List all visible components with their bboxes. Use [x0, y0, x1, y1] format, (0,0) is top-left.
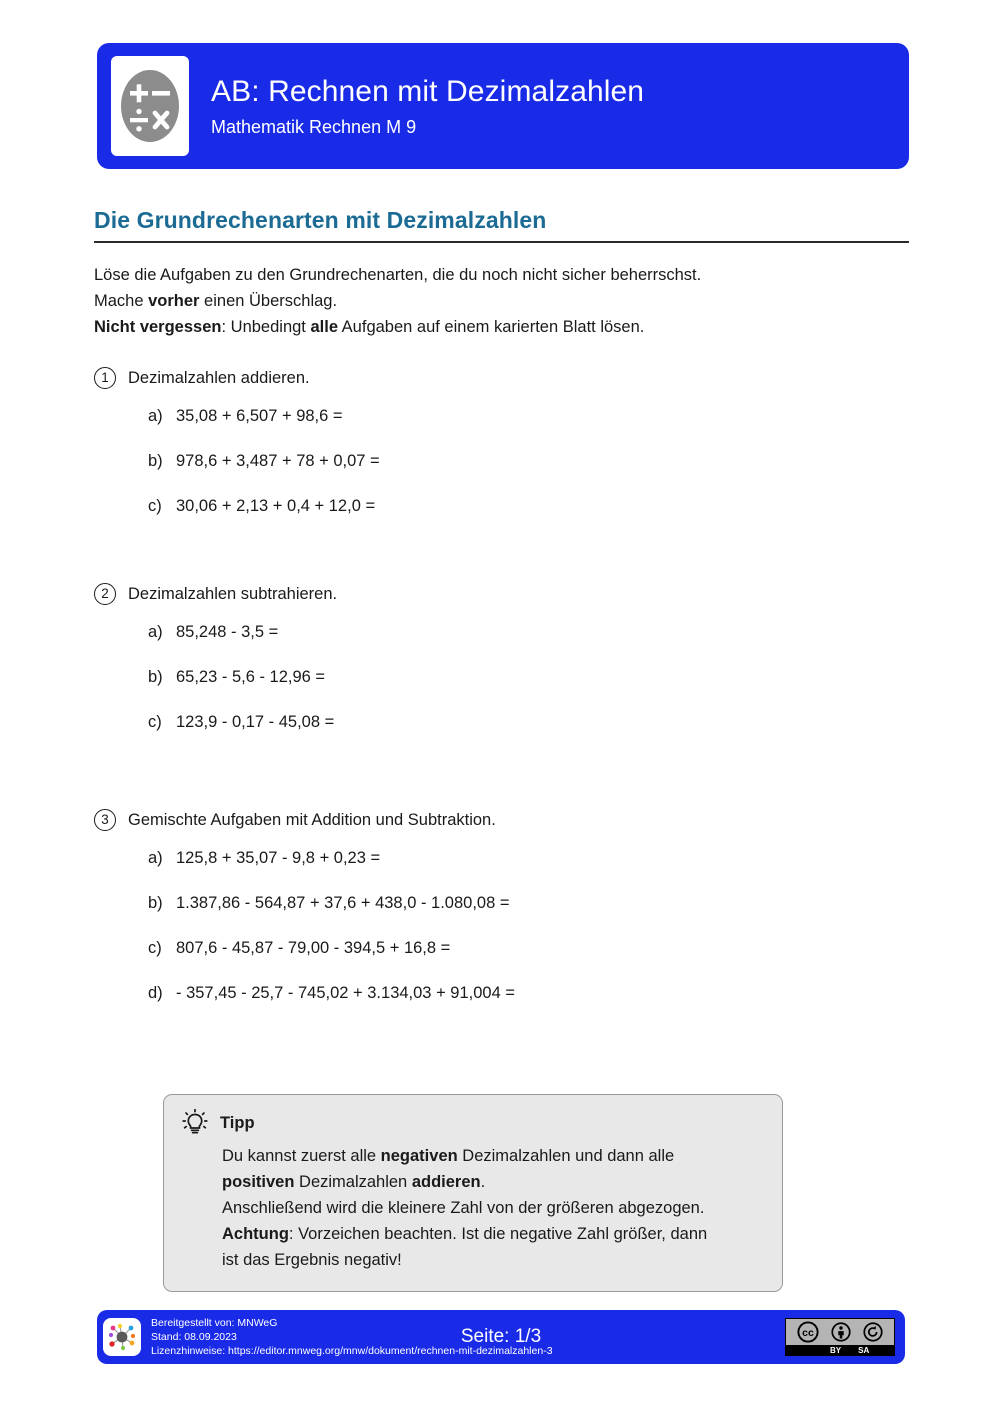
tip-header — [182, 1109, 764, 1137]
mnweg-network-logo-icon — [106, 1321, 138, 1353]
tip-line-1 — [222, 1143, 764, 1169]
exercise-2-header — [94, 582, 914, 606]
item-expression: 35,08 + 6,507 + 98,6 = — [176, 407, 343, 425]
section-divider — [94, 241, 909, 243]
exercise-number-badge: 3 — [94, 809, 116, 831]
item-label: b) — [148, 894, 163, 912]
tip-line-2 — [222, 1169, 764, 1195]
lightbulb-icon — [182, 1109, 208, 1137]
exercise-item — [148, 981, 914, 1005]
tip-line-1-bold: negativen — [380, 1147, 458, 1165]
tip-line-3: Anschließend wird die kleinere Zahl von der größeren abgezogen. — [222, 1199, 705, 1217]
item-expression: 1.387,86 - 564,87 + 37,6 + 438,0 - 1.080,08 = — [176, 894, 510, 912]
tip-line-4 — [222, 1221, 764, 1247]
document-footer — [97, 1310, 905, 1364]
item-label: a) — [148, 623, 163, 641]
exercise-1 — [94, 366, 914, 518]
svg-text:cc: cc — [802, 1327, 814, 1340]
tip-line-4-bold: Achtung — [222, 1225, 289, 1243]
item-expression: - 357,45 - 25,7 - 745,02 + 3.134,03 + 91,004 = — [176, 984, 515, 1002]
exercise-list — [94, 366, 914, 1033]
exercise-item — [148, 710, 914, 734]
document-title: AB: Rechnen mit Dezimalzahlen — [211, 74, 645, 108]
item-label: b) — [148, 452, 163, 470]
item-label: c) — [148, 497, 162, 515]
cc-sa-label: SA — [858, 1345, 870, 1355]
cc-badge-labels — [786, 1345, 894, 1355]
intro-instructions — [94, 262, 909, 340]
exercise-2 — [94, 582, 914, 734]
intro-line-3 — [94, 314, 909, 340]
exercise-3-items — [94, 846, 914, 1005]
tip-body — [222, 1143, 764, 1273]
tip-line-2-d: . — [480, 1173, 486, 1191]
item-label: c) — [148, 939, 162, 957]
intro-line-3-part-d: Aufgaben auf einem karierten Blatt lösen. — [338, 318, 645, 336]
math-operations-icon — [119, 67, 181, 145]
intro-line-3-bold-lead: Nicht vergessen — [94, 318, 222, 336]
header-logo-container — [111, 56, 189, 156]
exercise-3-title: Gemischte Aufgaben mit Addition und Subtraktion. — [128, 811, 496, 829]
exercise-2-title: Dezimalzahlen subtrahieren. — [128, 585, 338, 603]
item-label: b) — [148, 668, 163, 686]
intro-line-3-part-b: : Unbedingt — [221, 318, 311, 336]
cc-badge-icons — [786, 1319, 894, 1345]
item-expression: 85,248 - 3,5 = — [176, 623, 279, 641]
tip-line-1-a: Du kannst zuerst alle — [222, 1147, 381, 1165]
footer-metadata — [151, 1316, 553, 1358]
cc-sa-share-alike-icon — [863, 1322, 883, 1342]
exercise-number-badge: 1 — [94, 367, 116, 389]
tip-title: Tipp — [220, 1113, 255, 1132]
document-header — [97, 43, 909, 169]
tip-callout-box — [163, 1094, 783, 1292]
document-subtitle: Mathematik Rechnen M 9 — [211, 116, 417, 137]
intro-line-2 — [94, 288, 909, 314]
item-label: a) — [148, 407, 163, 425]
exercise-item — [148, 846, 914, 870]
intro-line-3-bold-alle: alle — [310, 318, 338, 336]
exercise-item — [148, 891, 914, 915]
cc-by-person-icon — [831, 1322, 851, 1342]
exercise-item — [148, 494, 914, 518]
footer-date: Stand: 08.09.2023 — [151, 1331, 237, 1343]
section-heading-block — [94, 205, 909, 243]
intro-line-2-part-a: Mache — [94, 292, 149, 310]
exercise-item — [148, 620, 914, 644]
page-number: Seite: 1/3 — [460, 1326, 542, 1347]
footer-license-note[interactable]: Lizenzhinweise: https://editor.mnweg.org/mnw/dokument/rechnen-mit-dezimalzahlen-3 — [151, 1345, 553, 1357]
exercise-item — [148, 665, 914, 689]
intro-line-2-bold: vorher — [148, 292, 200, 310]
exercise-2-items — [94, 620, 914, 734]
exercise-spacer — [94, 762, 914, 808]
exercise-item — [148, 449, 914, 473]
item-label: c) — [148, 713, 162, 731]
tip-line-1-c: Dezimalzahlen und dann alle — [457, 1147, 675, 1165]
tip-line-2-bold-a: positiven — [222, 1173, 295, 1191]
cc-license-badge[interactable] — [785, 1318, 895, 1356]
exercise-spacer — [94, 546, 914, 582]
tip-line-4-b: : Vorzeichen beachten. Ist die negative Zahl größer, dann — [288, 1225, 708, 1243]
item-label: d) — [148, 984, 163, 1002]
item-expression: 30,06 + 2,13 + 0,4 + 12,0 = — [176, 497, 376, 515]
intro-line-2-part-c: einen Überschlag. — [199, 292, 338, 310]
footer-logo-container — [103, 1318, 141, 1356]
intro-line-1: Löse die Aufgaben zu den Grundrechenarten, die du noch nicht sicher beherrschst. — [94, 266, 702, 284]
exercise-1-title: Dezimalzahlen addieren. — [128, 369, 310, 387]
footer-provided-by: Bereitgestellt von: MNWeG — [151, 1317, 278, 1329]
exercise-3-header — [94, 808, 914, 832]
exercise-1-header — [94, 366, 914, 390]
exercise-item — [148, 936, 914, 960]
item-expression: 123,9 - 0,17 - 45,08 = — [176, 713, 335, 731]
item-expression: 65,23 - 5,6 - 12,96 = — [176, 668, 326, 686]
tip-line-2-b: Dezimalzahlen — [294, 1173, 412, 1191]
creative-commons-icon — [797, 1321, 819, 1343]
exercise-3 — [94, 808, 914, 1005]
item-label: a) — [148, 849, 163, 867]
item-expression: 807,6 - 45,87 - 79,00 - 394,5 + 16,8 = — [176, 939, 451, 957]
exercise-item — [148, 404, 914, 428]
header-text-block — [211, 74, 644, 139]
section-title: Die Grundrechenarten mit Dezimalzahlen — [94, 207, 547, 233]
exercise-1-items — [94, 404, 914, 518]
tip-line-5: ist das Ergebnis negativ! — [222, 1251, 402, 1269]
item-expression: 978,6 + 3,487 + 78 + 0,07 = — [176, 452, 380, 470]
tip-line-2-bold-c: addieren — [411, 1173, 481, 1191]
cc-by-label: BY — [830, 1345, 842, 1355]
item-expression: 125,8 + 35,07 - 9,8 + 0,23 = — [176, 849, 381, 867]
exercise-number-badge: 2 — [94, 583, 116, 605]
